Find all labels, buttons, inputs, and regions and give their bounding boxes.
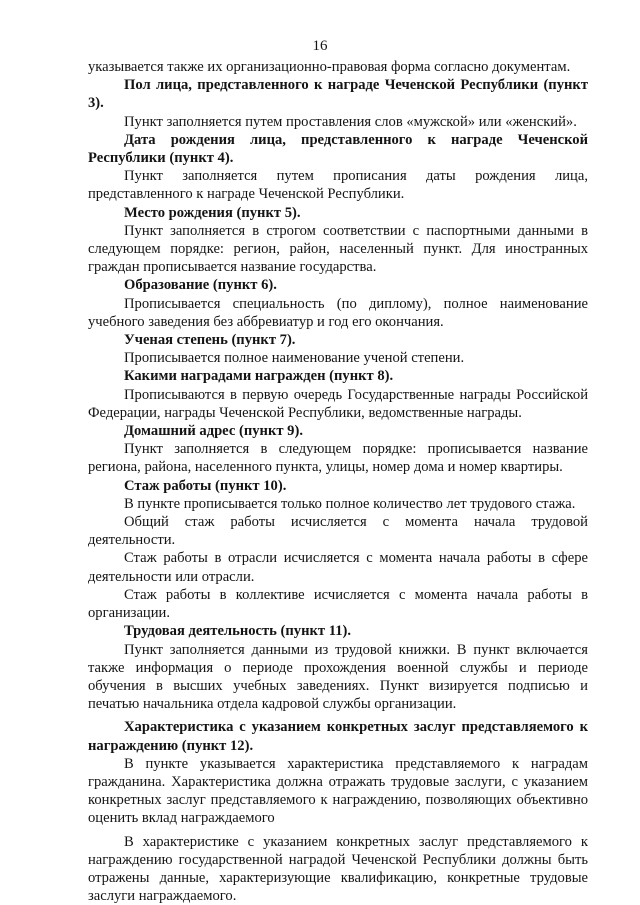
paragraph-organization-form: указывается также их организационно-правовая форма согласно документам. — [88, 59, 571, 75]
paragraph-industry-experience: Стаж работы в отрасли исчисляется с момента начала работы в сфере деятельности или отрасли. — [88, 550, 588, 585]
paragraph-academic-degree: Прописывается полное наименование ученой степени. — [124, 350, 465, 367]
heading-education: Образование (пункт 6). — [124, 277, 277, 294]
paragraph-employment-history: Пункт заполняется данными из трудовой книжки. В пункт включается также информация о периоде прохождения военной службы и периоде обучения в высших учебных заведениях. Пункт визируется подписью и печатью начальника отдела кадровой службы организации. — [88, 641, 588, 713]
paragraph-birth-place: Пункт заполняется в строгом соответствии с паспортными данными в следующем порядке: регион, район, населенный пункт. Для иностранных граждан прописывается название государства. — [88, 222, 588, 276]
paragraph-birth-date: Пункт заполняется путем прописания даты рождения лица, представленного к награде Чеченской Республики. — [88, 168, 588, 203]
paragraph-awards: Прописываются в первую очередь Государственные награды Российской Федерации, награды Чеченской Республики, ведомственные награды. — [88, 386, 588, 421]
document-body — [88, 58, 588, 905]
heading-birth-date: Дата рождения лица, представленного к награде Чеченской Республики (пункт 4). — [88, 131, 588, 167]
paragraph-education: Прописывается специальность (по диплому), полное наименование учебного заведения без аббревиатур и год его окончания. — [88, 295, 588, 330]
heading-home-address: Домашний адрес (пункт 9). — [124, 423, 303, 440]
paragraph-total-experience: Общий стаж работы исчисляется с момента начала трудовой деятельности. — [88, 514, 588, 549]
paragraph-characteristics-details: В характеристике с указанием конкретных заслуг представляемого к награждению государственной наградой Чеченской Республики должны быть отражены данные, характеризующие квалификацию, конкретные трудовые заслуги награждаемого. — [88, 833, 588, 905]
heading-sex: Пол лица, представленного к награде Чеченской Республики (пункт 3). — [88, 77, 588, 112]
page-number: 16 — [312, 38, 328, 54]
heading-employment-history: Трудовая деятельность (пункт 11). — [124, 623, 352, 640]
heading-work-experience: Стаж работы (пункт 10). — [124, 477, 287, 494]
heading-characteristics: Характеристика с указанием конкретных заслуг представляемого к награждению (пункт 12). — [88, 719, 588, 754]
paragraph-characteristics: В пункте указывается характеристика представляемого к наградам гражданина. Характеристика должна отражать трудовые заслуги, с указанием конкретных заслуг представляемого к награждению, позволяющих объективно оценить вклад награждаемого — [88, 755, 588, 827]
heading-birth-place: Место рождения (пункт 5). — [124, 204, 301, 221]
heading-academic-degree: Ученая степень (пункт 7). — [124, 332, 296, 349]
paragraph-team-experience: Стаж работы в коллективе исчисляется с момента начала работы в организации. — [88, 586, 588, 622]
paragraph-sex: Пункт заполняется путем проставления слов «мужской» или «женский». — [124, 113, 577, 130]
paragraph-work-experience-years: В пункте прописывается только полное количество лет трудового стажа. — [124, 495, 576, 512]
heading-awards: Какими наградами награжден (пункт 8). — [124, 368, 394, 385]
paragraph-home-address: Пункт заполняется в следующем порядке: прописывается название региона, района, населенного пункта, улицы, номер дома и номер квартиры. — [88, 441, 588, 476]
